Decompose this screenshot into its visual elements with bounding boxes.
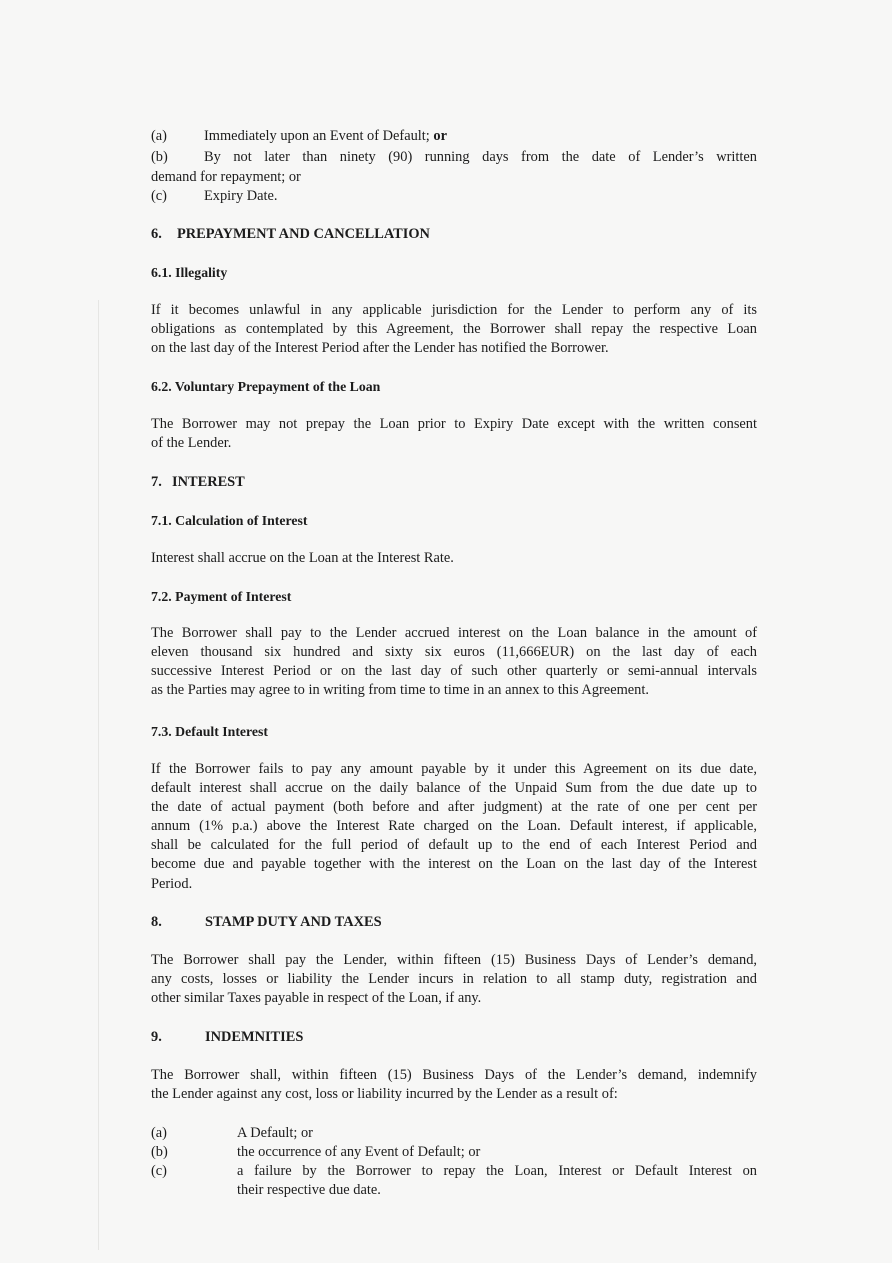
paragraph-line: The Borrower shall pay the Lender, within fifteen (15) Business Days of Lender’s demand, [151, 952, 757, 968]
paragraph-line: other similar Taxes payable in respect of the Loan, if any. [151, 990, 482, 1006]
paragraph-line: successive Interest Period or on the last day of such other quarterly or semi-annual intervals [151, 663, 757, 679]
paragraph-line: as the Parties may agree to in writing from time to time in an annex to this Agreement. [151, 682, 649, 698]
subsection-heading: 7.2. Payment of Interest [151, 589, 292, 604]
paragraph-line: The Borrower shall pay to the Lender accrued interest on the Loan balance in the amount of [151, 625, 757, 641]
paragraph-line: shall be calculated for the full period of default up to the end of each Interest Period and [151, 837, 757, 853]
section-number: 9. [151, 1029, 162, 1045]
paragraph-line: If it becomes unlawful in any applicable jurisdiction for the Lender to perform any of its [151, 302, 757, 318]
list-label: (c) [151, 1163, 167, 1179]
paragraph-line: on the last day of the Interest Period after the Lender has notified the Borrower. [151, 340, 609, 356]
paragraph-line: default interest shall accrue on the daily balance of the Unpaid Sum from the due date up to [151, 780, 757, 796]
list-item-text: Expiry Date. [204, 188, 278, 204]
paragraph-line: eleven thousand six hundred and sixty six euros (11,666EUR) on the last day of each [151, 644, 757, 660]
list-label: (a) [151, 128, 167, 144]
section-number: 8. [151, 914, 162, 930]
list-item-text: a failure by the Borrower to repay the Loan, Interest or Default Interest on [237, 1163, 757, 1179]
list-item-continuation: demand for repayment; or [151, 169, 301, 185]
paragraph-line: Period. [151, 876, 193, 892]
paragraph-line: The Borrower shall, within fifteen (15) Business Days of the Lender’s demand, indemnify [151, 1067, 757, 1083]
paragraph-line: If the Borrower fails to pay any amount payable by it under this Agreement on its due date, [151, 761, 757, 777]
paragraph-line: of the Lender. [151, 435, 232, 451]
paragraph-line: any costs, losses or liability the Lender incurs in relation to all stamp duty, registration and [151, 971, 757, 987]
list-label: (b) [151, 149, 168, 165]
subsection-heading: 6.1. Illegality [151, 265, 228, 280]
list-label: (b) [151, 1144, 168, 1160]
paragraph-line: Interest shall accrue on the Loan at the Interest Rate. [151, 550, 454, 566]
paragraph-line: The Borrower may not prepay the Loan prior to Expiry Date except with the written consent [151, 416, 757, 432]
paragraph-line: the date of actual payment (both before and after judgment) at the rate of one per cent per [151, 799, 757, 815]
list-item-text: By not later than ninety (90) running days from the date of Lender’s written [204, 149, 757, 165]
list-label: (a) [151, 1125, 167, 1141]
section-number: 7. [151, 474, 162, 490]
section-heading: INDEMNITIES [205, 1029, 304, 1045]
section-heading: PREPAYMENT AND CANCELLATION [177, 226, 430, 242]
paragraph-line: obligations as contemplated by this Agreement, the Borrower shall repay the respective Loan [151, 321, 757, 337]
list-item-text: Immediately upon an Event of Default; or [204, 128, 447, 144]
list-item-continuation: their respective due date. [237, 1182, 381, 1198]
paragraph-line: become due and payable together with the interest on the Loan on the last day of the Interest [151, 856, 757, 872]
scan-shadow-line [98, 300, 99, 1250]
section-heading: INTEREST [172, 474, 245, 490]
paragraph-line: annum (1% p.a.) above the Interest Rate charged on the Loan. Default interest, if applicable, [151, 818, 757, 834]
paragraph-line: the Lender against any cost, loss or liability incurred by the Lender as a result of: [151, 1086, 618, 1102]
section-number: 6. [151, 226, 162, 242]
subsection-heading: 7.3. Default Interest [151, 724, 268, 739]
subsection-heading: 6.2. Voluntary Prepayment of the Loan [151, 379, 381, 394]
section-heading: STAMP DUTY AND TAXES [205, 914, 382, 930]
list-item-text: the occurrence of any Event of Default; or [237, 1144, 481, 1160]
list-item-text: A Default; or [237, 1125, 313, 1141]
subsection-heading: 7.1. Calculation of Interest [151, 513, 308, 528]
list-label: (c) [151, 188, 167, 204]
